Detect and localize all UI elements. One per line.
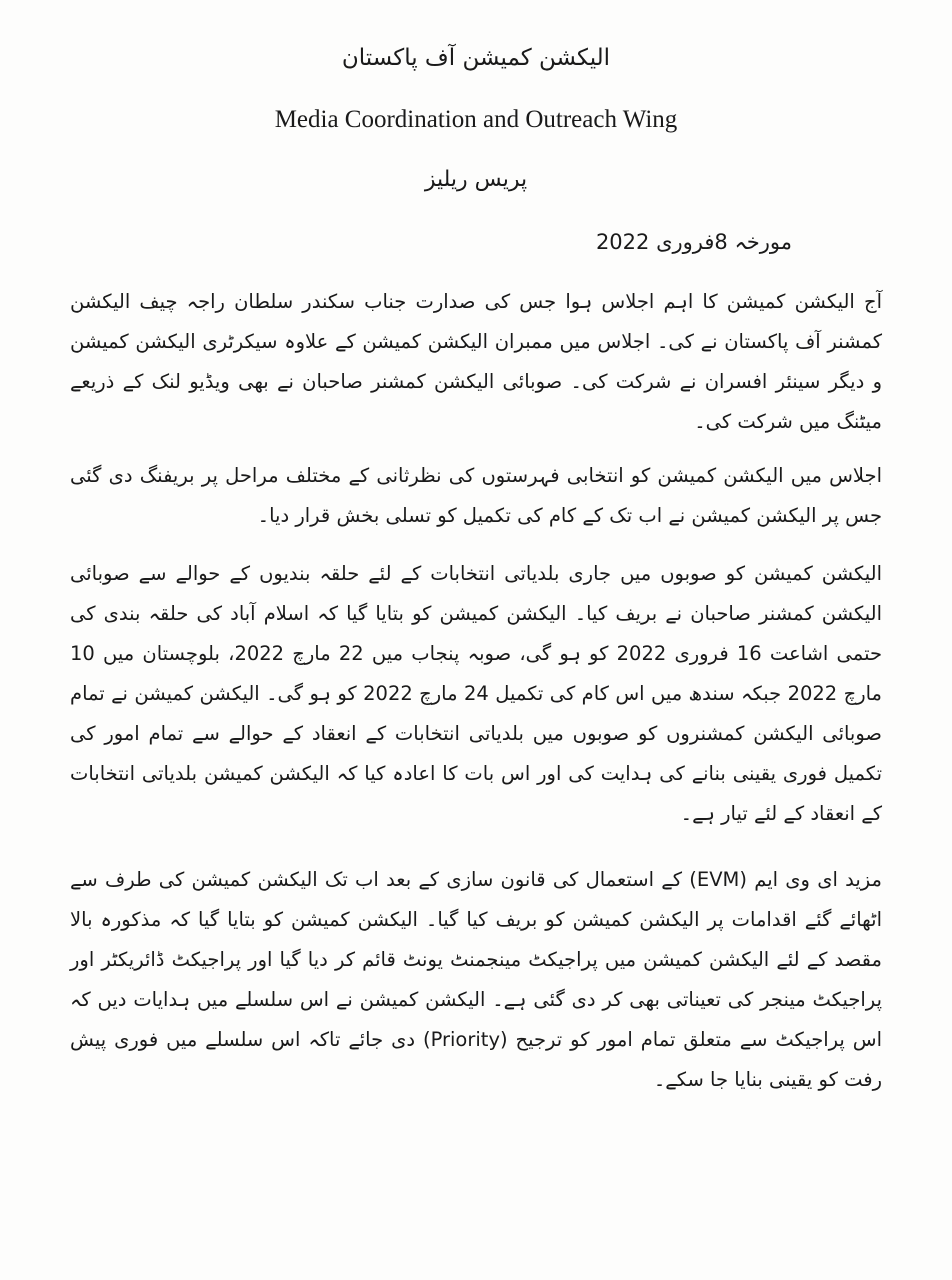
organization-name: الیکشن کمیشن آف پاکستان [341, 45, 611, 71]
release-date: مورخہ 8فروری 2022 [595, 230, 792, 254]
document-type: پریس ریلیز [424, 167, 528, 192]
paragraph-1: آج الیکشن کمیشن کا اہم اجلاس ہوا جس کی صدارت جناب سکندر سلطان راجہ چیف الیکشن کمشنر آف پاکستان نے کی۔ اجلاس میں ممبران الیکشن کمیشن کے علاوہ سیکرٹری الیکشن کمیشن و دیگر سینئر افسران نے شرکت کی۔ صوبائی الیکشن کمشنر صاحبان نے بھی ویڈیو لنک کے ذریعے میٹنگ میں شرکت کی۔ [70, 290, 882, 433]
wing-name: Media Coordination and Outreach Wing [274, 106, 678, 133]
paragraph-2: اجلاس میں الیکشن کمیشن کو انتخابی فہرستوں کی نظرثانی کے مختلف مراحل پر بریفنگ دی گئی جس پر الیکشن کمیشن نے اب تک کے کام کی تکمیل کو تسلی بخش قرار دیا۔ [70, 464, 882, 527]
paragraph-4: مزید ای وی ایم (EVM) کے استعمال کی قانون سازی کے بعد اب تک الیکشن کمیشن کی طرف سے اٹھائے گئے اقدامات پر الیکشن کمیشن کو بریف کیا گیا۔ الیکشن کمیشن کو بتایا گیا کہ مذکورہ بالا مقصد کے لئے الیکشن کمیشن میں پراجیکٹ مینجمنٹ یونٹ قائم کر دیا گیا اور پراجیکٹ ڈائریکٹر اور پراجیکٹ مینجر کی تعیناتی بھی کر دی گئی ہے۔ الیکشن کمیشن نے اس سلسلے میں ہدایات دیں کہ اس پراجیکٹ سے متعلق تمام امور کو ترجیح (Priority) دی جائے تاکہ اس سلسلے میں فوری پیش رفت کو یقینی بنایا جا سکے۔ [70, 868, 882, 1091]
paragraph-3: الیکشن کمیشن کو صوبوں میں جاری بلدیاتی انتخابات کے لئے حلقہ بندیوں کے حوالے سے صوبائی الیکشن کمشنر صاحبان نے بریف کیا۔ الیکشن کمیشن کو بتایا گیا کہ اسلام آباد کی حلقہ بندی کی حتمی اشاعت 16 فروری 2022 کو ہو گی، صوبہ پنجاب میں 22 مارچ 2022، بلوچستان میں 10 مارچ 2022 جبکہ سندھ میں اس کام کی تکمیل 24 مارچ 2022 کو ہو گی۔ الیکشن کمیشن نے تمام صوبائی الیکشن کمشنروں کو صوبوں میں بلدیاتی انتخابات کے انعقاد کے حوالے سے تمام امور کی تکمیل فوری یقینی بنانے کی ہدایت کی اور اس بات کا اعادہ کیا کہ الیکشن کمیشن بلدیاتی انتخابات کے انعقاد کے لئے تیار ہے۔ [70, 562, 883, 825]
